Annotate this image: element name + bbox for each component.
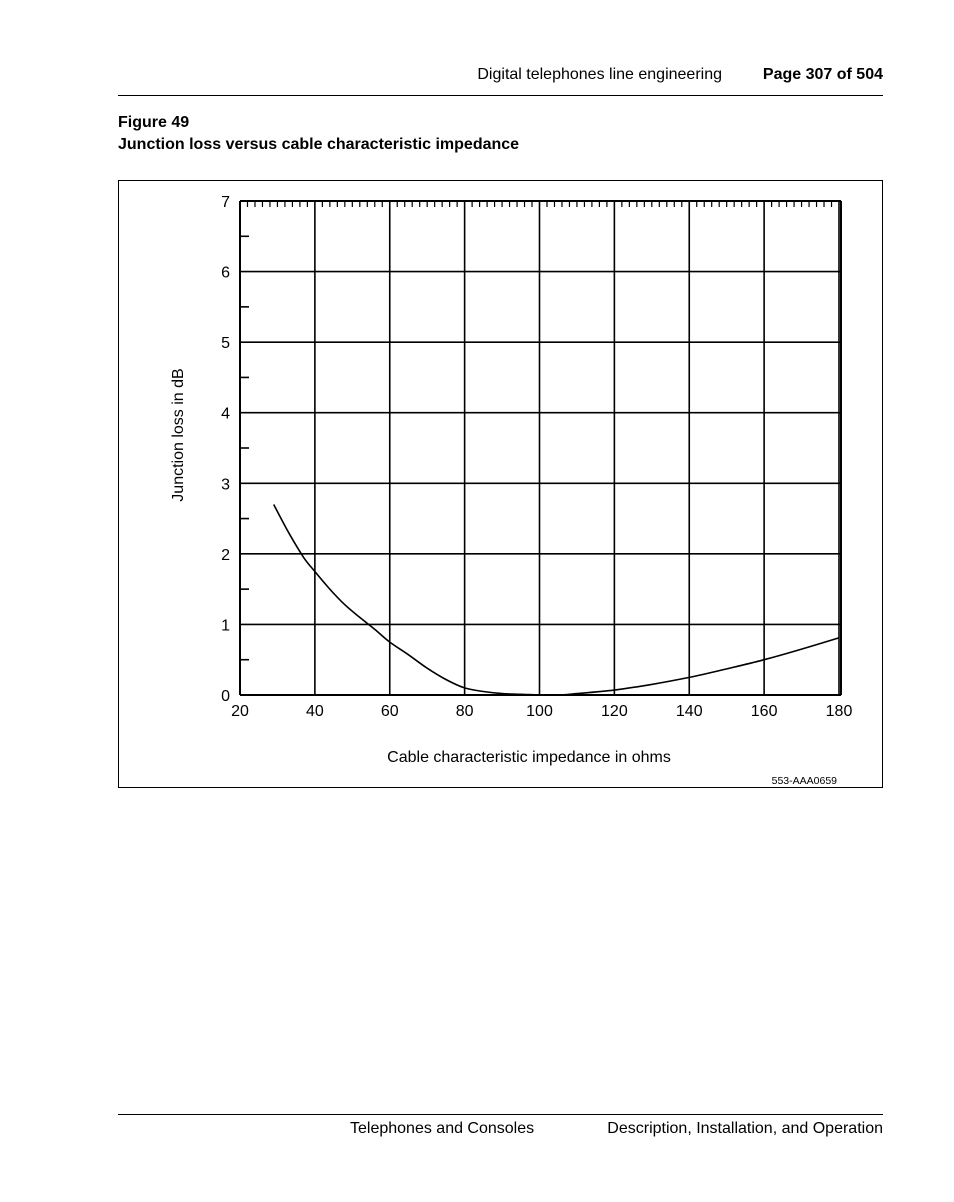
figure-code: 553-AAA0659 bbox=[771, 775, 837, 787]
x-tick-label: 120 bbox=[601, 703, 628, 720]
y-tick-label: 2 bbox=[221, 546, 230, 564]
page-header bbox=[118, 64, 883, 96]
y-tick-label: 1 bbox=[221, 617, 230, 635]
x-tick-label: 40 bbox=[305, 703, 324, 720]
axes-layer bbox=[240, 201, 841, 695]
y-tick-label: 4 bbox=[221, 405, 230, 423]
junction-loss-chart bbox=[119, 181, 884, 789]
x-tick-label: 100 bbox=[526, 703, 553, 720]
y-tick-label: 3 bbox=[221, 476, 230, 494]
x-tick-label: 80 bbox=[455, 703, 474, 720]
figure-title: Junction loss versus cable characteristic impedance bbox=[118, 136, 520, 153]
y-tick-label: 7 bbox=[221, 194, 230, 211]
minor-tick-layer bbox=[240, 201, 832, 660]
page-footer bbox=[118, 1114, 883, 1137]
y-axis-label: Junction loss in dB bbox=[170, 368, 187, 502]
tick-label-layer bbox=[221, 194, 852, 720]
x-tick-label: 140 bbox=[675, 703, 703, 720]
x-tick-label: 60 bbox=[380, 703, 399, 720]
header-section-title: Digital telephones line engineering bbox=[477, 66, 722, 83]
x-axis-label: Cable characteristic impedance in ohms bbox=[387, 749, 671, 766]
series-line bbox=[274, 505, 839, 696]
x-tick-label: 180 bbox=[825, 703, 853, 720]
y-tick-label: 5 bbox=[221, 335, 230, 353]
header-page-number: Page 307 of 504 bbox=[762, 66, 883, 83]
figure-frame bbox=[118, 180, 883, 788]
footer-publication: Telephones and Consoles bbox=[350, 1120, 535, 1137]
grid-layer bbox=[240, 201, 841, 695]
y-tick-label: 6 bbox=[221, 264, 230, 282]
x-tick-label: 160 bbox=[750, 703, 778, 720]
figure-number: Figure 49 bbox=[118, 114, 190, 131]
footer-subtitle: Description, Installation, and Operation bbox=[607, 1120, 883, 1137]
y-tick-label: 0 bbox=[221, 688, 230, 705]
x-tick-label: 20 bbox=[231, 703, 249, 720]
